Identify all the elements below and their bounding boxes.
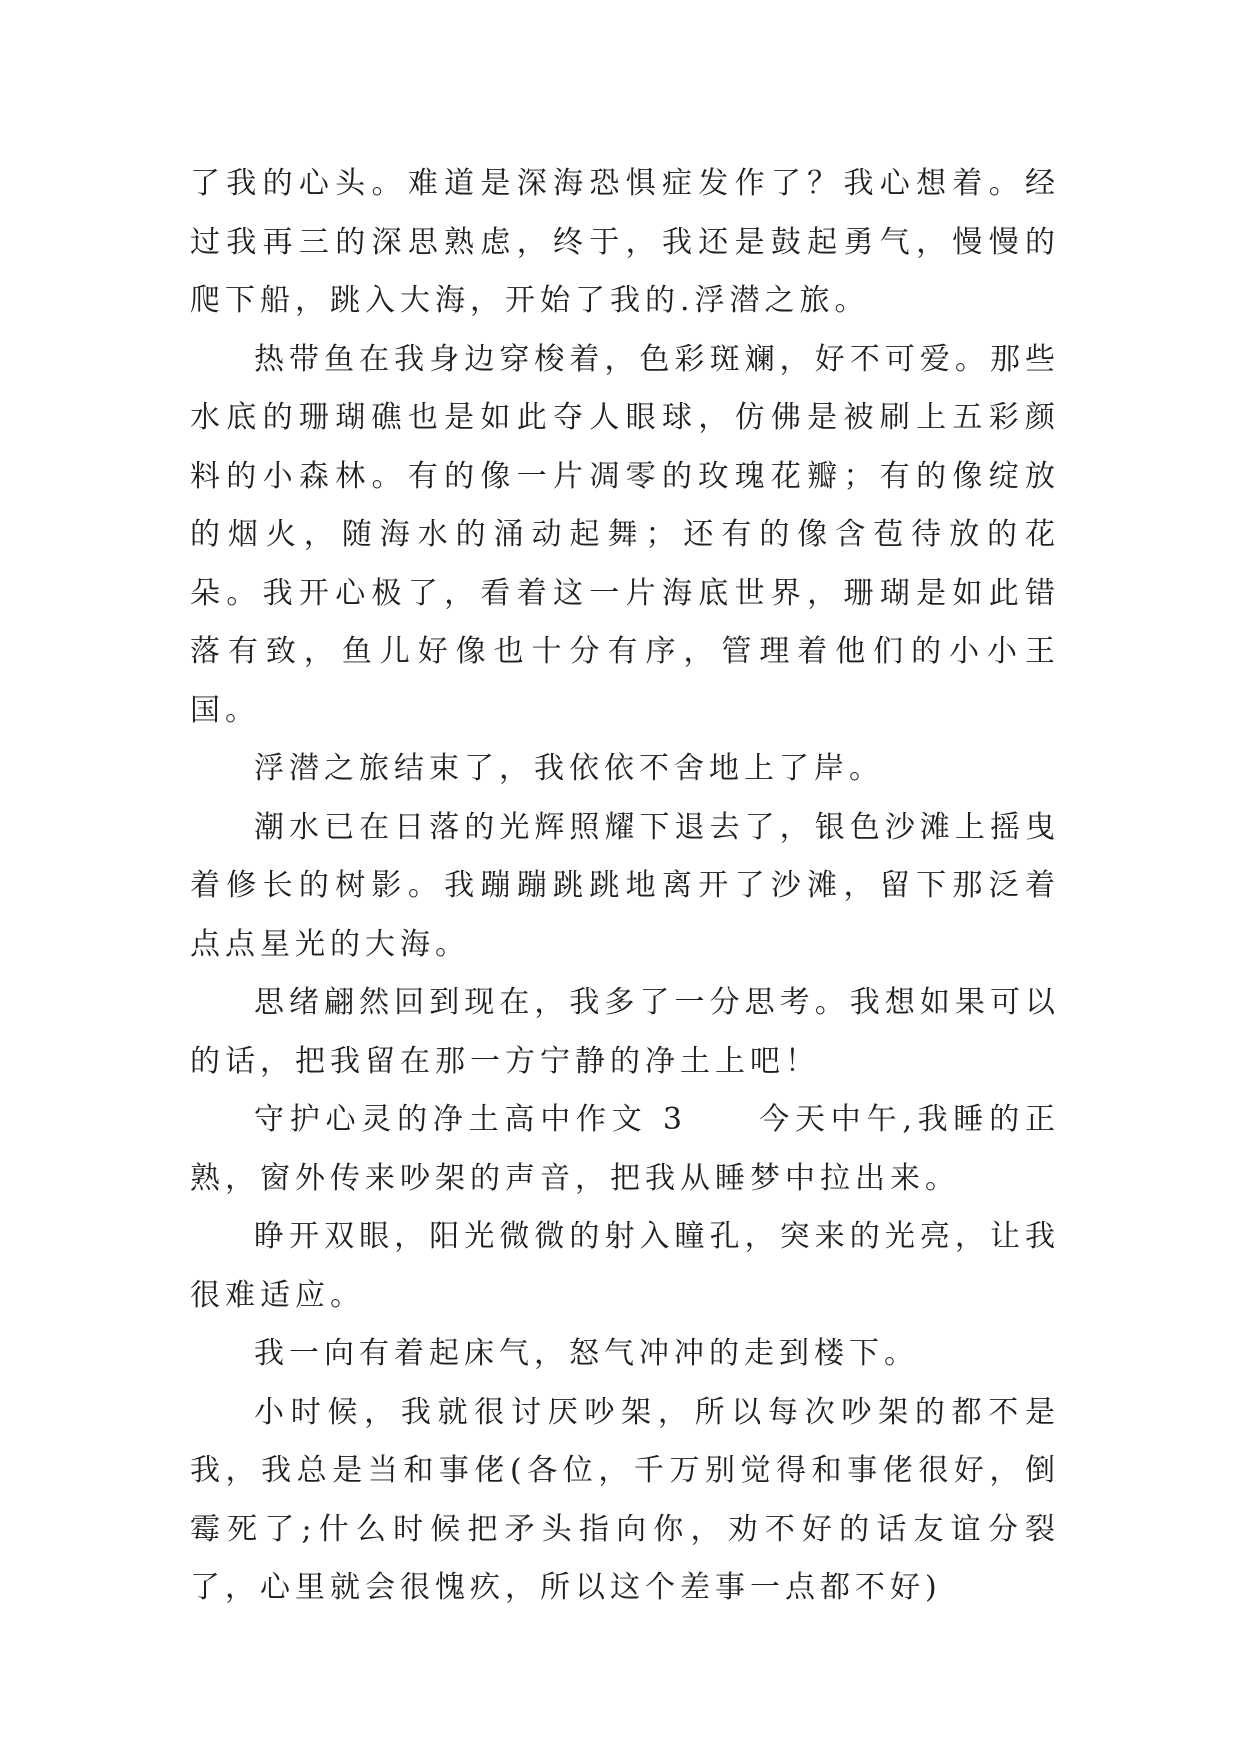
paragraph: 了我的心头。难道是深海恐惧症发作了？我心想着。经过我再三的深思熟虑，终于，我还是鼓起勇气，慢慢的爬下船，跳入大海，开始了我的.浮潜之旅。 — [190, 166, 1060, 318]
paragraph: 守护心灵的净土高中作文 3 今天中午,我睡的正熟，窗外传来吵架的声音，把我从睡梦中拉出来。 — [190, 1102, 1060, 1196]
paragraph: 思绪翩然回到现在，我多了一分思考。我想如果可以的话，把我留在那一方宁静的净土上吧！ — [190, 985, 1060, 1079]
paragraph: 潮水已在日落的光辉照耀下退去了，银色沙滩上摇曳着修长的树影。我蹦蹦跳跳地离开了沙滩，留下那泛着点点星光的大海。 — [190, 809, 1060, 962]
document-body — [190, 155, 1060, 1618]
paragraph: 睁开双眼，阳光微微的射入瞳孔，突来的光亮，让我很难适应。 — [190, 1219, 1060, 1313]
paragraph: 浮潜之旅结束了，我依依不舍地上了岸。 — [254, 751, 884, 786]
paragraph: 热带鱼在我身边穿梭着，色彩斑斓，好不可爱。那些水底的珊瑚礁也是如此夺人眼球，仿佛是被刷上五彩颜料的小森林。有的像一片凋零的玫瑰花瓣；有的像绽放的烟火，随海水的涌动起舞；还有的像含苞待放的花朵。我开心极了，看着这一片海底世界，珊瑚是如此错落有致，鱼儿好像也十分有序，管理着他们的小小王国。 — [190, 341, 1060, 728]
paragraph: 小时候，我就很讨厌吵架，所以每次吵架的都不是我，我总是当和事佬(各位，千万别觉得和事佬很好，倒霉死了;什么时候把矛头指向你，劝不好的话友谊分裂了，心里就会很愧疚，所以这个差事一点都不好) — [190, 1394, 1060, 1605]
paragraph: 我一向有着起床气，怒气冲冲的走到楼下。 — [254, 1336, 919, 1371]
